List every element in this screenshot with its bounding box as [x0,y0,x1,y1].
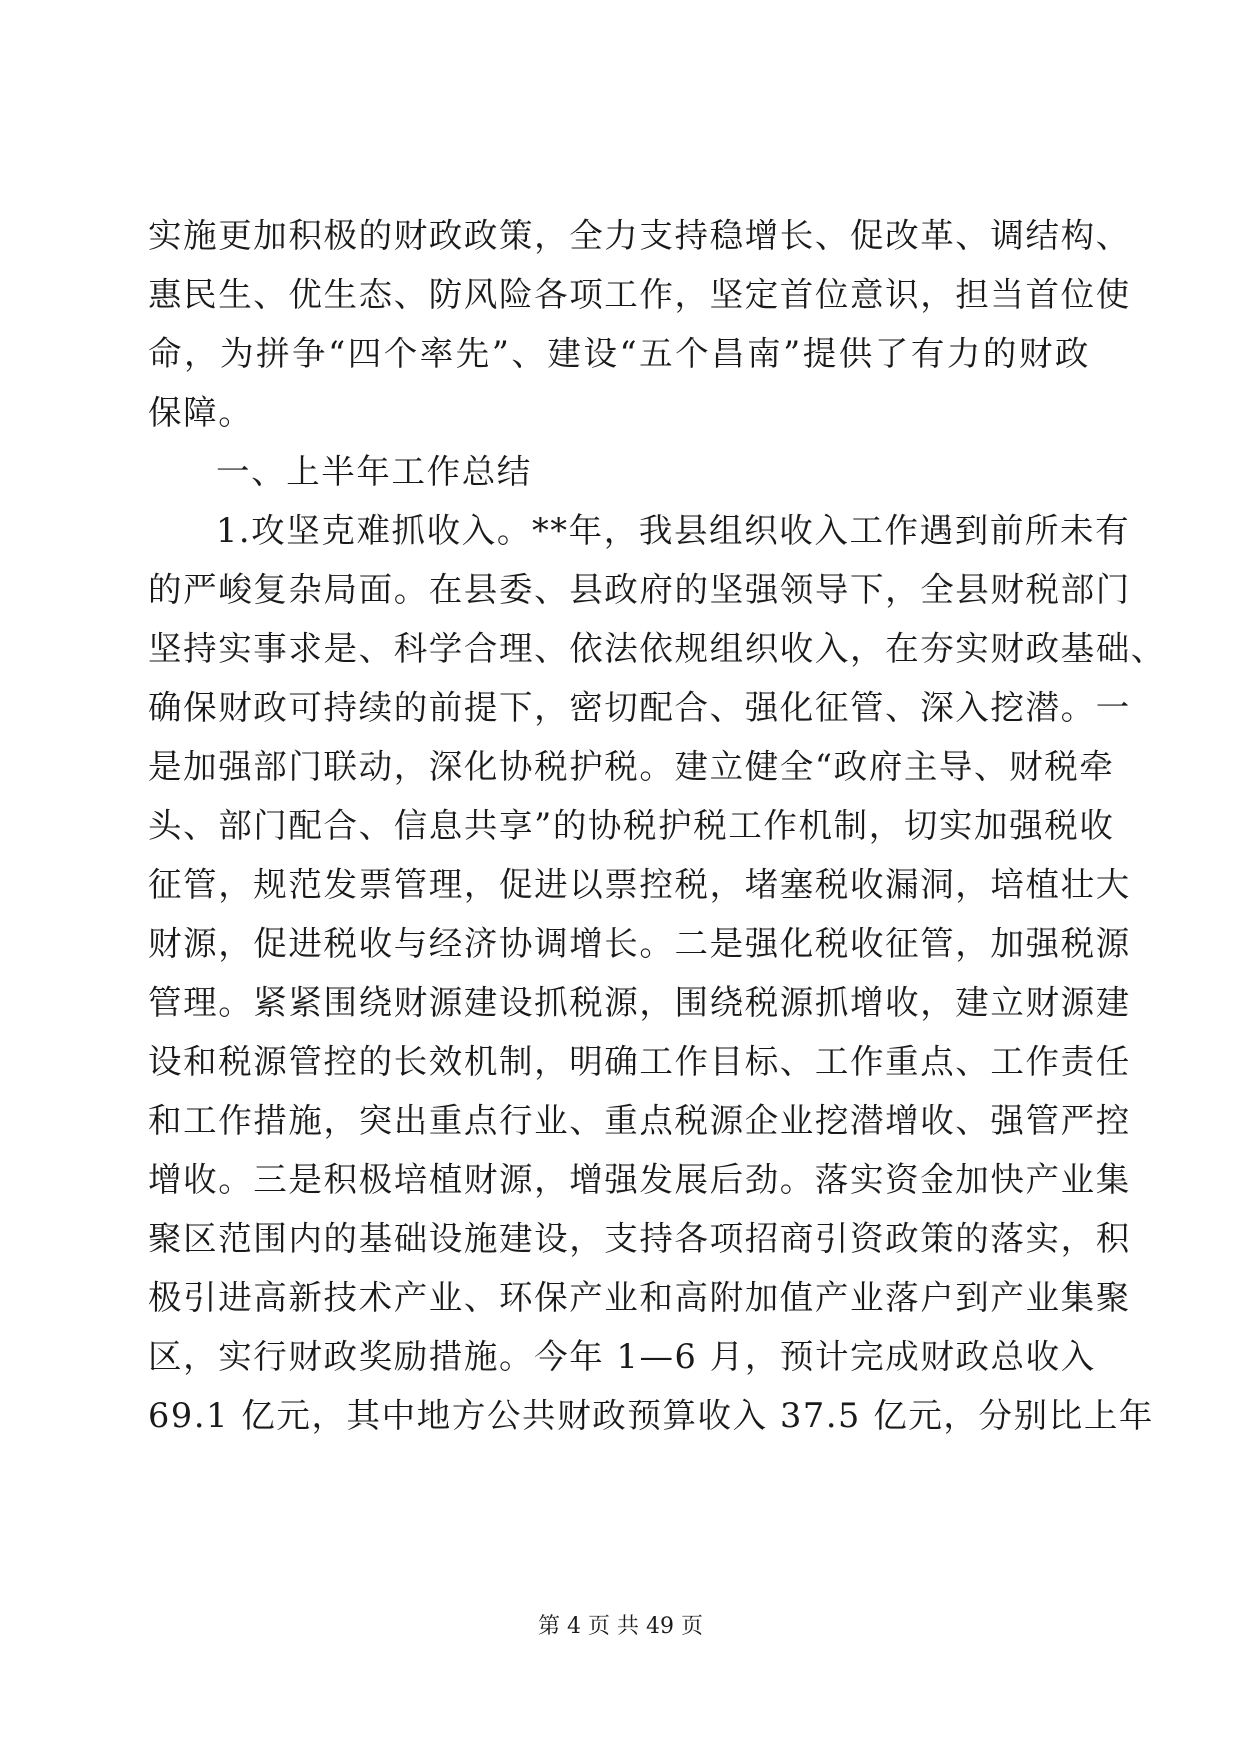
text-line: 增收。三是积极培植财源，增强发展后劲。落实资金加快产业集 [148,1160,1131,1199]
text-line: 确保财政可持续的前提下，密切配合、强化征管、深入挖潜。一 [148,688,1131,727]
text-line: 设和税源管控的长效机制，明确工作目标、工作重点、工作责任 [148,1042,1131,1081]
text-line: 1.攻坚克难抓收入。**年，我县组织收入工作遇到前所未有 [216,511,1131,550]
text-line: 69.1 亿元，其中地方公共财政预算收入 37.5 亿元，分别比上年 [148,1396,1155,1435]
text-line: 征管，规范发票管理，促进以票控税，堵塞税收漏洞，培植壮大 [148,865,1131,904]
text-line: 聚区范围内的基础设施建设，支持各项招商引资政策的落实，积 [148,1219,1131,1258]
text-line: 头、部门配合、信息共享”的协税护税工作机制，切实加强税收 [148,806,1115,845]
text-line: 管理。紧紧围绕财源建设抓税源，围绕税源抓增收，建立财源建 [148,983,1131,1022]
body-text [148,206,1166,1445]
text-line: 是加强部门联动，深化协税护税。建立健全“政府主导、财税牵 [148,747,1115,786]
text-line: 保障。 [148,393,254,432]
text-line: 和工作措施，突出重点行业、重点税源企业挖潜增收、强管严控 [148,1101,1131,1140]
section-heading: 一、上半年工作总结 [216,452,532,491]
text-line: 坚持实事求是、科学合理、依法依规组织收入，在夯实财政基础、 [148,629,1166,668]
text-line: 的严峻复杂局面。在县委、县政府的坚强领导下，全县财税部门 [148,570,1131,609]
text-line: 实施更加积极的财政政策，全力支持稳增长、促改革、调结构、 [148,216,1131,255]
text-line: 财源，促进税收与经济协调增长。二是强化税收征管，加强税源 [148,924,1131,963]
page-number-footer: 第 4 页 共 49 页 [538,1614,703,1639]
text-line: 区，实行财政奖励措施。今年 1—6 月，预计完成财政总收入 [148,1337,1096,1376]
text-line: 极引进高新技术产业、环保产业和高附加值产业落户到产业集聚 [148,1278,1131,1317]
text-line: 命，为拼争“四个率先”、建设“五个昌南”提供了有力的财政 [148,334,1090,373]
text-line: 惠民生、优生态、防风险各项工作，坚定首位意识，担当首位使 [148,275,1131,314]
